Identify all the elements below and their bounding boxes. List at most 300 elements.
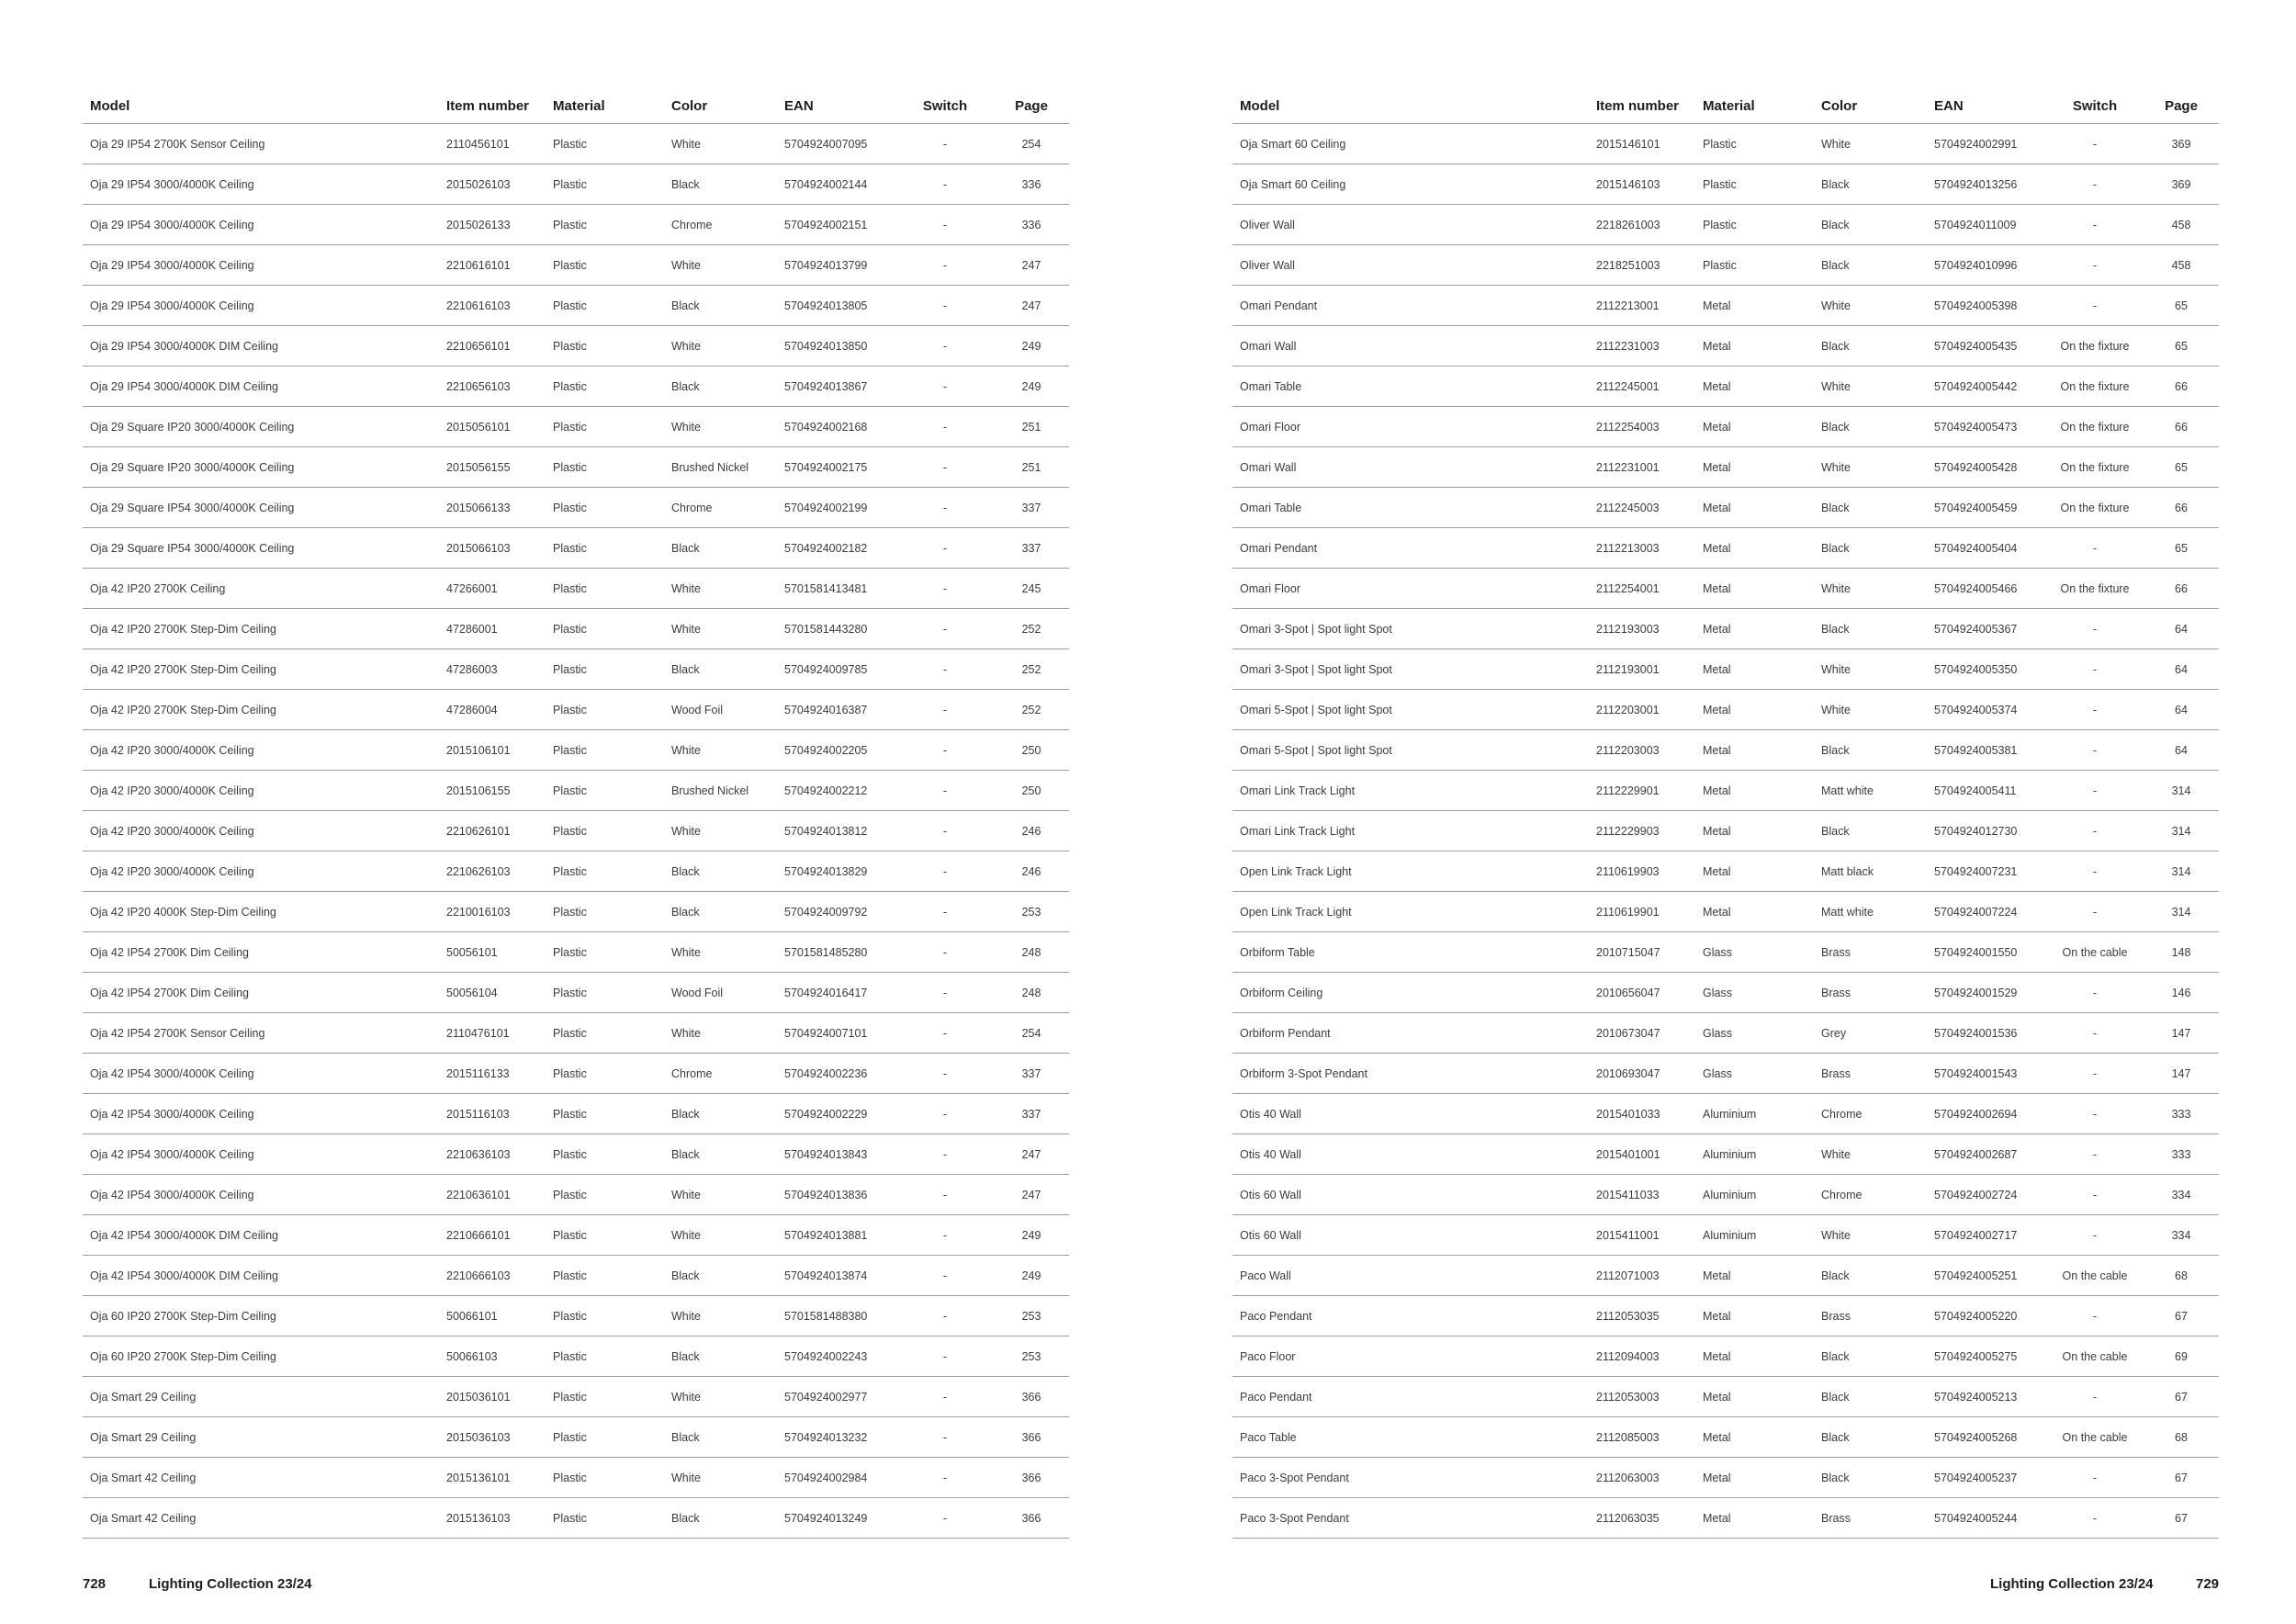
cell-color: Black <box>1814 205 1927 245</box>
cell-page: 64 <box>2144 649 2219 690</box>
cell-page: 249 <box>994 1256 1069 1296</box>
cell-ean: 5704924002212 <box>777 771 896 811</box>
cell-item-number: 2112063003 <box>1589 1458 1695 1498</box>
cell-material: Glass <box>1695 1013 1814 1054</box>
cell-color: Black <box>664 1336 777 1377</box>
cell-color: Chrome <box>1814 1094 1927 1134</box>
cell-color: White <box>664 407 777 447</box>
cell-material: Plastic <box>546 1498 664 1539</box>
cell-ean: 5704924007101 <box>777 1013 896 1054</box>
cell-page: 65 <box>2144 447 2219 488</box>
cell-material: Plastic <box>546 326 664 367</box>
cell-material: Plastic <box>546 1296 664 1336</box>
cell-ean: 5704924005411 <box>1927 771 2046 811</box>
column-header-page: Page <box>994 88 1069 124</box>
cell-color: Brass <box>1814 932 1927 973</box>
cell-ean: 5704924012730 <box>1927 811 2046 851</box>
cell-switch: - <box>2046 730 2144 771</box>
cell-color: Chrome <box>664 205 777 245</box>
cell-material: Metal <box>1695 851 1814 892</box>
table-row <box>83 1377 1069 1417</box>
cell-page: 64 <box>2144 690 2219 730</box>
cell-material: Metal <box>1695 1377 1814 1417</box>
cell-switch: - <box>2046 851 2144 892</box>
cell-switch: - <box>896 1296 994 1336</box>
cell-color: Black <box>1814 528 1927 569</box>
cell-material: Metal <box>1695 1296 1814 1336</box>
table-row <box>83 1013 1069 1054</box>
table-row <box>1232 892 2219 932</box>
cell-item-number: 47286003 <box>439 649 546 690</box>
table-row <box>1232 367 2219 407</box>
cell-switch: On the fixture <box>2046 407 2144 447</box>
cell-material: Metal <box>1695 1498 1814 1539</box>
cell-material: Plastic <box>546 1377 664 1417</box>
cell-model: Oja 29 IP54 3000/4000K DIM Ceiling <box>83 326 439 367</box>
table-row <box>1232 771 2219 811</box>
product-table-left <box>83 88 1069 1539</box>
cell-color: Black <box>1814 407 1927 447</box>
cell-color: White <box>664 811 777 851</box>
cell-material: Metal <box>1695 771 1814 811</box>
table-row <box>1232 649 2219 690</box>
table-row <box>83 367 1069 407</box>
cell-ean: 5704924013874 <box>777 1256 896 1296</box>
cell-page: 252 <box>994 690 1069 730</box>
cell-ean: 5701581443280 <box>777 609 896 649</box>
cell-switch: - <box>2046 1498 2144 1539</box>
cell-color: White <box>1814 286 1927 326</box>
cell-color: White <box>664 1296 777 1336</box>
cell-material: Plastic <box>546 609 664 649</box>
cell-page: 64 <box>2144 609 2219 649</box>
table-row <box>83 851 1069 892</box>
cell-switch: - <box>896 205 994 245</box>
cell-item-number: 2112193003 <box>1589 609 1695 649</box>
cell-item-number: 47266001 <box>439 569 546 609</box>
table-row <box>83 286 1069 326</box>
cell-page: 246 <box>994 811 1069 851</box>
table-row <box>1232 326 2219 367</box>
table-row <box>1232 1013 2219 1054</box>
table-row <box>83 569 1069 609</box>
cell-material: Plastic <box>546 973 664 1013</box>
table-row <box>1232 1336 2219 1377</box>
cell-color: Black <box>1814 730 1927 771</box>
cell-page: 254 <box>994 124 1069 164</box>
cell-model: Otis 60 Wall <box>1232 1215 1589 1256</box>
cell-color: Black <box>1814 245 1927 286</box>
table-row <box>1232 286 2219 326</box>
cell-switch: - <box>896 609 994 649</box>
cell-ean: 5704924005268 <box>1927 1417 2046 1458</box>
cell-item-number: 2015136103 <box>439 1498 546 1539</box>
cell-ean: 5704924005350 <box>1927 649 2046 690</box>
table-row <box>1232 1175 2219 1215</box>
cell-switch: - <box>2046 1458 2144 1498</box>
cell-ean: 5704924002205 <box>777 730 896 771</box>
cell-material: Aluminium <box>1695 1215 1814 1256</box>
cell-material: Metal <box>1695 892 1814 932</box>
cell-ean: 5704924013249 <box>777 1498 896 1539</box>
cell-model: Omari 3-Spot | Spot light Spot <box>1232 609 1589 649</box>
table-row <box>83 488 1069 528</box>
cell-ean: 5704924013867 <box>777 367 896 407</box>
cell-ean: 5704924013850 <box>777 326 896 367</box>
cell-model: Oja Smart 29 Ceiling <box>83 1417 439 1458</box>
table-row <box>83 528 1069 569</box>
cell-switch: - <box>896 286 994 326</box>
cell-page: 334 <box>2144 1175 2219 1215</box>
cell-switch: - <box>2046 690 2144 730</box>
cell-item-number: 2112203001 <box>1589 690 1695 730</box>
cell-switch: - <box>2046 1377 2144 1417</box>
cell-color: White <box>1814 569 1927 609</box>
cell-page: 249 <box>994 367 1069 407</box>
cell-page: 247 <box>994 286 1069 326</box>
table-row <box>1232 932 2219 973</box>
cell-material: Plastic <box>546 205 664 245</box>
cell-color: White <box>1814 367 1927 407</box>
cell-ean: 5704924001536 <box>1927 1013 2046 1054</box>
cell-material: Plastic <box>546 1256 664 1296</box>
table-row <box>1232 569 2219 609</box>
cell-material: Plastic <box>546 1175 664 1215</box>
cell-switch: - <box>2046 1094 2144 1134</box>
cell-material: Glass <box>1695 973 1814 1013</box>
cell-model: Oja Smart 29 Ceiling <box>83 1377 439 1417</box>
cell-page: 67 <box>2144 1458 2219 1498</box>
cell-model: Orbiform Ceiling <box>1232 973 1589 1013</box>
cell-model: Omari Wall <box>1232 326 1589 367</box>
cell-page: 248 <box>994 973 1069 1013</box>
table-row <box>1232 811 2219 851</box>
cell-material: Glass <box>1695 932 1814 973</box>
cell-ean: 5704924001543 <box>1927 1054 2046 1094</box>
table-row <box>1232 245 2219 286</box>
table-row <box>83 1417 1069 1458</box>
cell-ean: 5704924005466 <box>1927 569 2046 609</box>
cell-switch: - <box>2046 164 2144 205</box>
cell-color: White <box>1814 447 1927 488</box>
cell-color: White <box>664 609 777 649</box>
cell-material: Metal <box>1695 730 1814 771</box>
cell-material: Plastic <box>546 730 664 771</box>
cell-ean: 5704924005220 <box>1927 1296 2046 1336</box>
table-row <box>83 932 1069 973</box>
cell-item-number: 2015401033 <box>1589 1094 1695 1134</box>
cell-item-number: 47286004 <box>439 690 546 730</box>
cell-material: Aluminium <box>1695 1175 1814 1215</box>
table-row <box>83 1134 1069 1175</box>
cell-page: 248 <box>994 932 1069 973</box>
cell-item-number: 2210636103 <box>439 1134 546 1175</box>
cell-switch: - <box>896 367 994 407</box>
cell-page: 68 <box>2144 1256 2219 1296</box>
cell-switch: - <box>896 1134 994 1175</box>
cell-ean: 5704924013805 <box>777 286 896 326</box>
cell-color: White <box>664 730 777 771</box>
cell-ean: 5704924005213 <box>1927 1377 2046 1417</box>
cell-switch: On the cable <box>2046 932 2144 973</box>
cell-model: Omari Pendant <box>1232 528 1589 569</box>
cell-model: Omari Link Track Light <box>1232 811 1589 851</box>
cell-model: Oliver Wall <box>1232 205 1589 245</box>
cell-item-number: 2112231003 <box>1589 326 1695 367</box>
cell-material: Plastic <box>546 771 664 811</box>
table-row <box>1232 1498 2219 1539</box>
cell-switch: - <box>896 1417 994 1458</box>
cell-model: Omari Floor <box>1232 407 1589 447</box>
cell-page: 366 <box>994 1377 1069 1417</box>
table-row <box>1232 1134 2219 1175</box>
cell-model: Paco 3-Spot Pendant <box>1232 1458 1589 1498</box>
cell-switch: - <box>2046 649 2144 690</box>
cell-item-number: 2015116103 <box>439 1094 546 1134</box>
cell-material: Metal <box>1695 1336 1814 1377</box>
cell-item-number: 2015136101 <box>439 1458 546 1498</box>
cell-switch: On the cable <box>2046 1336 2144 1377</box>
table-row <box>83 811 1069 851</box>
cell-page: 366 <box>994 1417 1069 1458</box>
table-header-row <box>1232 88 2219 124</box>
cell-ean: 5704924013843 <box>777 1134 896 1175</box>
cell-model: Oja 29 IP54 3000/4000K Ceiling <box>83 286 439 326</box>
cell-item-number: 2110619901 <box>1589 892 1695 932</box>
cell-item-number: 2112063035 <box>1589 1498 1695 1539</box>
cell-ean: 5704924002977 <box>777 1377 896 1417</box>
cell-material: Plastic <box>546 1215 664 1256</box>
table-row <box>83 609 1069 649</box>
cell-item-number: 50056104 <box>439 973 546 1013</box>
table-row <box>1232 447 2219 488</box>
cell-color: Black <box>664 892 777 932</box>
cell-ean: 5704924011009 <box>1927 205 2046 245</box>
cell-switch: - <box>896 1094 994 1134</box>
cell-page: 69 <box>2144 1336 2219 1377</box>
cell-material: Aluminium <box>1695 1134 1814 1175</box>
table-row <box>1232 1458 2219 1498</box>
cell-ean: 5704924005459 <box>1927 488 2046 528</box>
cell-color: Black <box>664 851 777 892</box>
cell-color: Black <box>664 528 777 569</box>
cell-model: Paco Wall <box>1232 1256 1589 1296</box>
cell-switch: - <box>2046 892 2144 932</box>
column-header-color: Color <box>1814 88 1927 124</box>
cell-model: Oja 42 IP54 2700K Sensor Ceiling <box>83 1013 439 1054</box>
cell-color: Brass <box>1814 1296 1927 1336</box>
cell-switch: - <box>896 811 994 851</box>
cell-ean: 5704924005251 <box>1927 1256 2046 1296</box>
table-row <box>83 1336 1069 1377</box>
cell-model: Omari Floor <box>1232 569 1589 609</box>
table-row <box>1232 1296 2219 1336</box>
cell-color: Matt black <box>1814 851 1927 892</box>
table-row <box>1232 1377 2219 1417</box>
cell-item-number: 2015146103 <box>1589 164 1695 205</box>
cell-ean: 5704924009785 <box>777 649 896 690</box>
cell-color: Grey <box>1814 1013 1927 1054</box>
cell-item-number: 2218251003 <box>1589 245 1695 286</box>
cell-color: White <box>1814 124 1927 164</box>
cell-material: Metal <box>1695 1417 1814 1458</box>
cell-model: Paco Pendant <box>1232 1377 1589 1417</box>
cell-ean: 5701581485280 <box>777 932 896 973</box>
cell-ean: 5704924002168 <box>777 407 896 447</box>
cell-model: Oja 60 IP20 2700K Step-Dim Ceiling <box>83 1336 439 1377</box>
cell-color: Chrome <box>664 488 777 528</box>
cell-color: Black <box>1814 811 1927 851</box>
cell-switch: - <box>896 771 994 811</box>
cell-switch: - <box>2046 1215 2144 1256</box>
cell-color: White <box>664 1013 777 1054</box>
cell-switch: - <box>896 932 994 973</box>
cell-model: Paco Table <box>1232 1417 1589 1458</box>
cell-material: Plastic <box>546 1054 664 1094</box>
cell-item-number: 2210616103 <box>439 286 546 326</box>
cell-material: Plastic <box>546 286 664 326</box>
cell-model: Oja 29 IP54 3000/4000K Ceiling <box>83 164 439 205</box>
cell-model: Oja 42 IP54 3000/4000K DIM Ceiling <box>83 1215 439 1256</box>
cell-color: Black <box>1814 488 1927 528</box>
cell-switch: - <box>896 973 994 1013</box>
cell-ean: 5704924005398 <box>1927 286 2046 326</box>
cell-material: Metal <box>1695 1458 1814 1498</box>
cell-model: Omari Pendant <box>1232 286 1589 326</box>
cell-model: Oja 29 IP54 3000/4000K Ceiling <box>83 205 439 245</box>
cell-color: White <box>1814 690 1927 730</box>
cell-color: Black <box>664 1498 777 1539</box>
cell-page: 65 <box>2144 528 2219 569</box>
cell-switch: - <box>896 1175 994 1215</box>
cell-page: 366 <box>994 1498 1069 1539</box>
column-header-color: Color <box>664 88 777 124</box>
cell-model: Oja 29 IP54 3000/4000K DIM Ceiling <box>83 367 439 407</box>
cell-model: Open Link Track Light <box>1232 892 1589 932</box>
cell-page: 146 <box>2144 973 2219 1013</box>
cell-ean: 5704924002182 <box>777 528 896 569</box>
cell-item-number: 2218261003 <box>1589 205 1695 245</box>
cell-switch: On the fixture <box>2046 367 2144 407</box>
cell-item-number: 2210666103 <box>439 1256 546 1296</box>
cell-switch: - <box>896 124 994 164</box>
cell-material: Plastic <box>546 245 664 286</box>
cell-color: Black <box>1814 1417 1927 1458</box>
cell-page: 458 <box>2144 245 2219 286</box>
cell-color: Matt white <box>1814 892 1927 932</box>
cell-ean: 5704924013232 <box>777 1417 896 1458</box>
product-table-right <box>1232 88 2219 1539</box>
table-row <box>83 690 1069 730</box>
cell-page: 369 <box>2144 124 2219 164</box>
column-header-model: Model <box>83 88 439 124</box>
cell-ean: 5704924002717 <box>1927 1215 2046 1256</box>
cell-material: Plastic <box>546 1417 664 1458</box>
cell-ean: 5704924005404 <box>1927 528 2046 569</box>
cell-item-number: 2015026103 <box>439 164 546 205</box>
cell-switch: - <box>2046 609 2144 649</box>
cell-page: 252 <box>994 609 1069 649</box>
cell-ean: 5704924002175 <box>777 447 896 488</box>
cell-switch: - <box>896 1458 994 1498</box>
cell-color: Black <box>1814 326 1927 367</box>
cell-model: Omari Link Track Light <box>1232 771 1589 811</box>
cell-item-number: 2015411033 <box>1589 1175 1695 1215</box>
cell-ean: 5704924010996 <box>1927 245 2046 286</box>
cell-material: Plastic <box>546 528 664 569</box>
cell-material: Plastic <box>546 488 664 528</box>
cell-item-number: 2210656101 <box>439 326 546 367</box>
cell-page: 314 <box>2144 892 2219 932</box>
table-header-row <box>83 88 1069 124</box>
cell-page: 253 <box>994 892 1069 932</box>
cell-item-number: 2110619903 <box>1589 851 1695 892</box>
cell-item-number: 2112213003 <box>1589 528 1695 569</box>
cell-ean: 5704924002151 <box>777 205 896 245</box>
cell-page: 250 <box>994 771 1069 811</box>
cell-page: 337 <box>994 1094 1069 1134</box>
table-row <box>83 326 1069 367</box>
cell-page: 65 <box>2144 326 2219 367</box>
cell-model: Oja 42 IP20 4000K Step-Dim Ceiling <box>83 892 439 932</box>
cell-color: White <box>664 1377 777 1417</box>
cell-page: 245 <box>994 569 1069 609</box>
cell-switch: - <box>896 488 994 528</box>
cell-switch: - <box>2046 528 2144 569</box>
cell-material: Metal <box>1695 488 1814 528</box>
table-row <box>1232 730 2219 771</box>
cell-switch: - <box>896 164 994 205</box>
cell-model: Oja 60 IP20 2700K Step-Dim Ceiling <box>83 1296 439 1336</box>
cell-color: Brushed Nickel <box>664 771 777 811</box>
cell-color: Brass <box>1814 1498 1927 1539</box>
cell-page: 66 <box>2144 407 2219 447</box>
cell-switch: - <box>2046 286 2144 326</box>
cell-page: 66 <box>2144 569 2219 609</box>
cell-item-number: 2015411001 <box>1589 1215 1695 1256</box>
cell-switch: - <box>896 569 994 609</box>
cell-material: Plastic <box>546 367 664 407</box>
cell-ean: 5704924002144 <box>777 164 896 205</box>
cell-switch: - <box>2046 1013 2144 1054</box>
cell-page: 68 <box>2144 1417 2219 1458</box>
cell-model: Oja 42 IP20 2700K Step-Dim Ceiling <box>83 649 439 690</box>
column-header-switch: Switch <box>2046 88 2144 124</box>
cell-switch: - <box>2046 245 2144 286</box>
cell-model: Omari Table <box>1232 488 1589 528</box>
cell-page: 314 <box>2144 851 2219 892</box>
cell-switch: - <box>2046 771 2144 811</box>
table-row <box>83 1094 1069 1134</box>
table-row <box>83 730 1069 771</box>
cell-item-number: 2210616101 <box>439 245 546 286</box>
table-row <box>83 1054 1069 1094</box>
cell-model: Orbiform Pendant <box>1232 1013 1589 1054</box>
cell-model: Oja 42 IP54 3000/4000K Ceiling <box>83 1094 439 1134</box>
cell-page: 64 <box>2144 730 2219 771</box>
cell-ean: 5704924007095 <box>777 124 896 164</box>
cell-ean: 5704924005428 <box>1927 447 2046 488</box>
cell-switch: On the fixture <box>2046 488 2144 528</box>
cell-item-number: 2015116133 <box>439 1054 546 1094</box>
cell-model: Otis 60 Wall <box>1232 1175 1589 1215</box>
table-row <box>1232 690 2219 730</box>
cell-color: Black <box>664 1256 777 1296</box>
cell-item-number: 2112203003 <box>1589 730 1695 771</box>
cell-page: 66 <box>2144 367 2219 407</box>
cell-material: Metal <box>1695 1256 1814 1296</box>
cell-item-number: 50066101 <box>439 1296 546 1336</box>
